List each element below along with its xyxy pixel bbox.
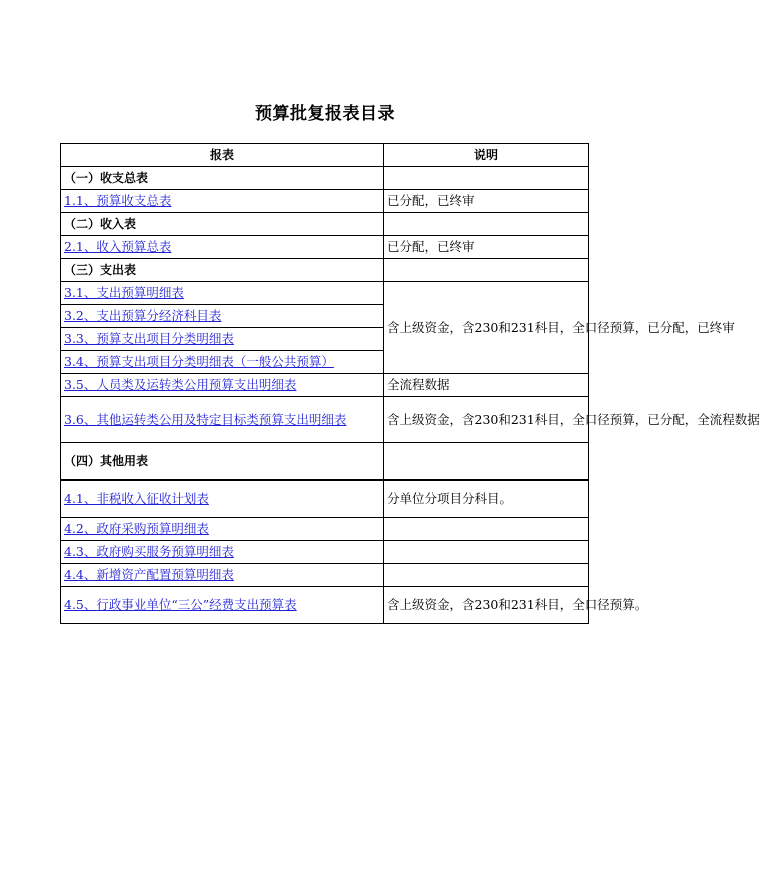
note-cell: 分单位分项目分科目。 [384,480,589,518]
section-other: （四）其他用表 [61,443,384,481]
note-cell-empty [384,167,589,190]
note-cell: 含上级资金，含230和231科目，全口径预算，已分配，全流程数据 [384,397,589,443]
report-link-cell [61,587,384,624]
report-link-cell [61,190,384,213]
report-link-3-2[interactable]: 3.2、支出预算分经济科目表 [64,308,222,323]
header-report: 报表 [61,144,384,167]
report-catalog-table [60,143,760,624]
report-link-4-1[interactable]: 4.1、非税收入征收计划表 [64,491,209,506]
note-cell: 已分配，已终审 [384,236,589,259]
report-link-cell [61,236,384,259]
report-link-cell [61,374,384,397]
note-cell-empty [384,213,589,236]
report-link-cell [61,480,384,518]
report-link-cell [61,351,384,374]
section-expenditure: （三）支出表 [61,259,384,282]
table-row [61,541,589,564]
section-row [61,443,589,481]
table-row [61,282,589,305]
report-link-3-1[interactable]: 3.1、支出预算明细表 [64,285,184,300]
report-link-1-1[interactable]: 1.1、预算收支总表 [64,193,172,208]
report-link-cell [61,518,384,541]
report-link-cell [61,564,384,587]
table-header-row [61,144,589,167]
note-cell-empty [384,259,589,282]
report-link-cell [61,305,384,328]
report-link-3-5[interactable]: 3.5、人员类及运转类公用预算支出明细表 [64,377,297,392]
report-link-3-3[interactable]: 3.3、预算支出项目分类明细表 [64,331,234,346]
section-row [61,259,589,282]
table-row [61,480,589,518]
report-link-2-1[interactable]: 2.1、收入预算总表 [64,239,172,254]
table-row [61,397,589,443]
report-link-4-4[interactable]: 4.4、新增资产配置预算明细表 [64,567,234,582]
note-cell-empty [384,518,589,541]
note-cell-empty [384,541,589,564]
page-title: 预算批复报表目录 [255,104,395,124]
table-row [61,564,589,587]
report-link-4-5[interactable]: 4.5、行政事业单位“三公”经费支出预算表 [64,597,297,612]
report-link-cell [61,328,384,351]
note-cell-empty [384,443,589,481]
section-row [61,213,589,236]
note-cell: 全流程数据 [384,374,589,397]
section-income-expense-summary: （一）收支总表 [61,167,384,190]
note-cell-empty [384,564,589,587]
table-row [61,374,589,397]
report-link-4-2[interactable]: 4.2、政府采购预算明细表 [64,521,209,536]
note-cell: 已分配，已终审 [384,190,589,213]
header-note: 说明 [384,144,589,167]
report-link-cell [61,541,384,564]
section-row [61,167,589,190]
table-row [61,587,589,624]
table-row [61,518,589,541]
note-cell-merged: 含上级资金，含230和231科目，全口径预算，已分配，已终审 [384,282,589,374]
table-row [61,190,589,213]
report-link-3-4[interactable]: 3.4、预算支出项目分类明细表（一般公共预算） [64,354,334,369]
table-row [61,236,589,259]
report-link-cell [61,397,384,443]
note-cell: 含上级资金，含230和231科目，全口径预算。 [384,587,589,624]
section-income: （二）收入表 [61,213,384,236]
report-link-3-6[interactable]: 3.6、其他运转类公用及特定目标类预算支出明细表 [64,411,347,427]
report-link-cell [61,282,384,305]
report-link-4-3[interactable]: 4.3、政府购买服务预算明细表 [64,544,234,559]
